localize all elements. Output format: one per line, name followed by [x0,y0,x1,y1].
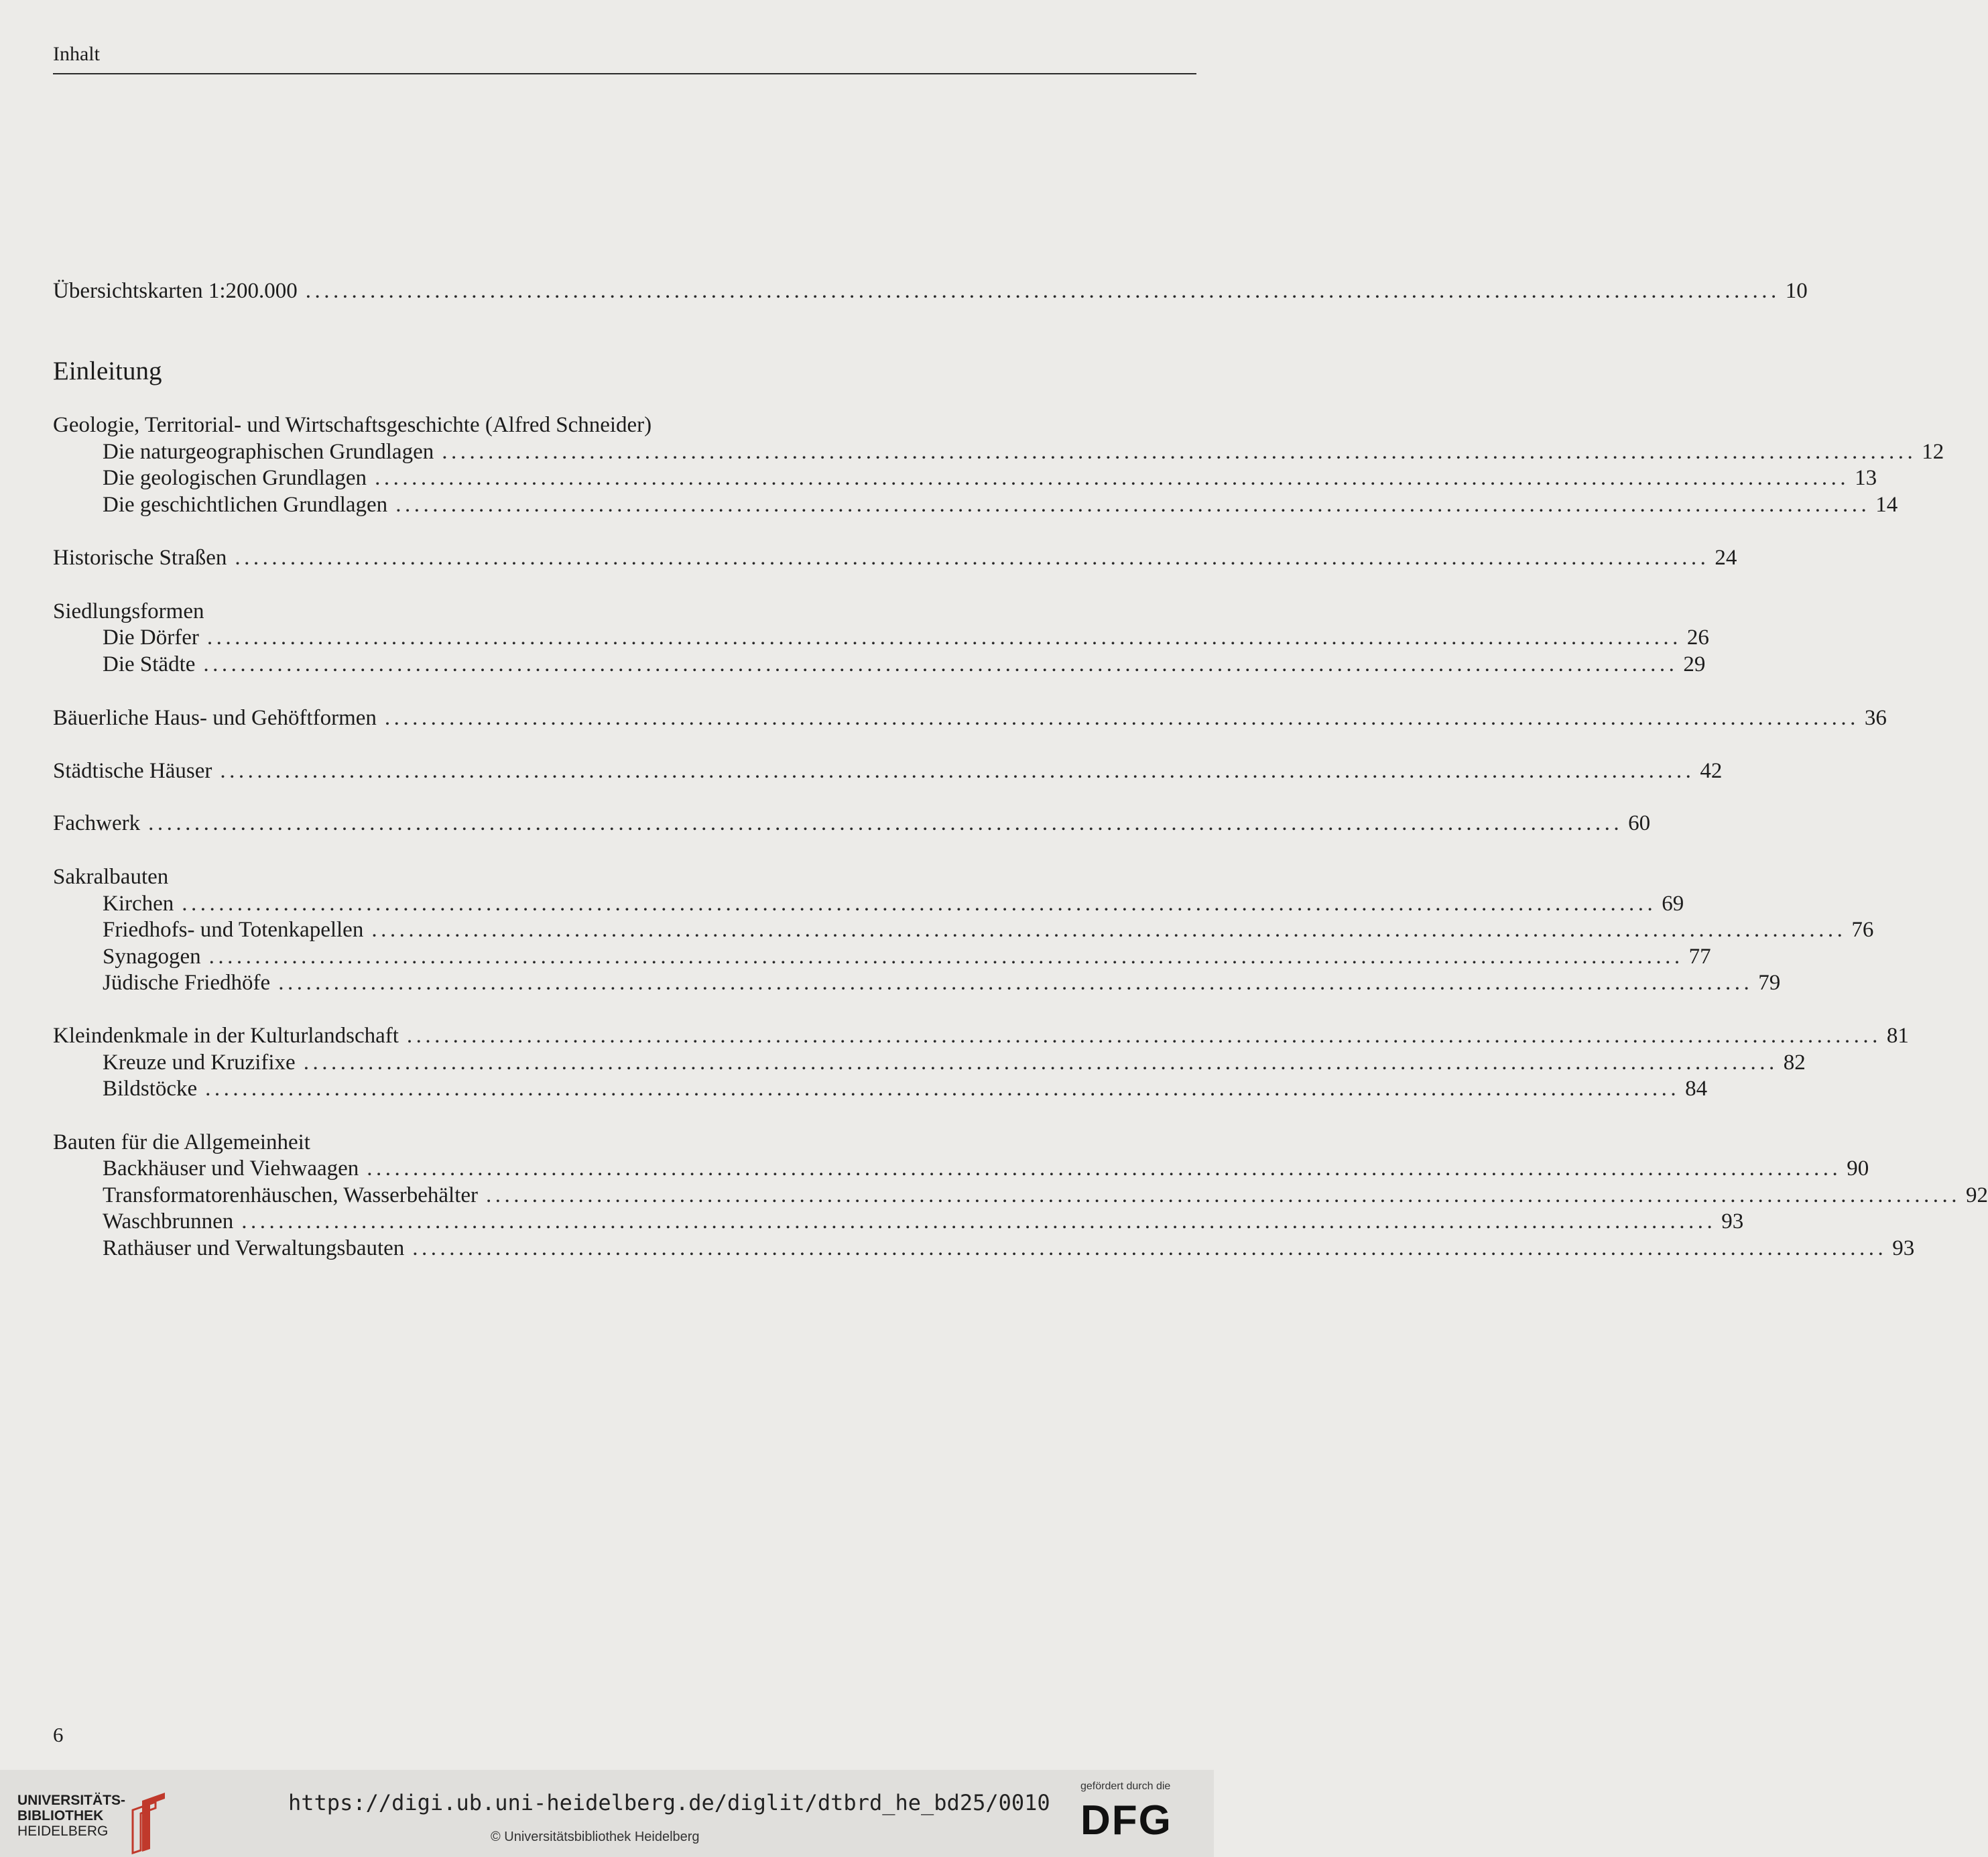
dot-leader: ................................................................................................................................................................ [395,493,1871,517]
dot-leader: ................................................................................................................................................................ [148,811,1623,835]
toc-entry-naturgeographisch[interactable] [103,438,1944,465]
toc-entry-title: Kleindenkmale in der Kulturlandschaft [53,1024,399,1048]
toc-entry-staedtische-haeuser[interactable] [53,758,1723,784]
toc-page-number: 14 [1875,493,1898,517]
library-mark-icon [123,1790,170,1854]
dot-leader: ................................................................................................................................................................ [303,1051,1778,1075]
toc-heading-sakralbauten[interactable]: Sakralbauten [53,865,169,889]
toc-entry-title: Bildstöcke [103,1077,198,1101]
dot-leader: ................................................................................................................................................................ [235,546,1710,570]
toc-page-number: 24 [1715,546,1737,570]
dot-leader: ................................................................................................................................................................ [486,1183,1961,1207]
university-library-logo[interactable] [17,1790,185,1854]
dot-leader: ................................................................................................................................................................ [205,1077,1680,1101]
toc-entry-title: Historische Straßen [53,546,227,570]
running-head: Inhalt [53,43,100,65]
toc-page-number: 29 [1683,652,1706,676]
toc-entry-rathaeuser[interactable] [103,1235,1915,1262]
toc-entry-title: Rathäuser und Verwaltungsbauten [103,1236,405,1260]
toc-entry-waschbrunnen[interactable] [103,1208,1744,1235]
toc-entry-synagogen[interactable] [103,943,1711,970]
toc-entry-kreuze[interactable] [103,1049,1806,1076]
toc-entry-title: Die Städte [103,652,196,676]
toc-entry-transformatoren[interactable] [103,1182,1988,1209]
permalink-url[interactable]: https://digi.ub.uni-heidelberg.de/diglit/dtbrd_he_bd25/0010 [288,1790,1050,1815]
toc-entry-title: Die geschichtlichen Grundlagen [103,493,388,517]
toc-entry-fachwerk[interactable] [53,810,1651,837]
toc-entry-title: Übersichtskarten 1:200.000 [53,279,298,303]
toc-heading-geologie[interactable]: Geologie, Territorial- und Wirtschaftsgeschichte (Alfred Schneider) [53,413,652,437]
toc-entry-strassen[interactable] [53,544,1737,571]
toc-page-number: 26 [1686,625,1709,650]
toc-page-number: 90 [1847,1156,1869,1181]
toc-page-number: 10 [1785,279,1808,303]
library-name-line: UNIVERSITÄTS- [17,1793,126,1808]
toc-entry-title: Backhäuser und Viehwaagen [103,1156,359,1181]
toc-heading-siedlungsformen[interactable]: Siedlungsformen [53,599,204,623]
toc-page-number: 42 [1700,759,1723,783]
dfg-logo[interactable]: DFG [1080,1797,1172,1844]
toc-page-number: 79 [1758,971,1781,995]
toc-entry-title: Friedhofs- und Totenkapellen [103,918,364,942]
toc-entry-title: Kirchen [103,892,174,916]
dot-leader: ................................................................................................................................................................ [375,466,1850,490]
toc-entry-geschichtlich[interactable] [103,491,1898,518]
header-rule [53,73,1196,74]
toc-entry-kapellen[interactable] [103,916,1874,943]
dot-leader: ................................................................................................................................................................ [206,625,1682,650]
toc-page-number: 84 [1685,1077,1708,1101]
toc-page-number: 36 [1864,706,1887,730]
funding-note: gefördert durch die [1080,1781,1171,1792]
toc-page-number: 81 [1886,1024,1909,1048]
toc-entry-hausformen[interactable] [53,705,1887,731]
toc-page-number: 69 [1662,892,1684,916]
toc-entry-bildstoecke[interactable] [103,1075,1708,1102]
toc-page-number: 76 [1851,918,1874,942]
toc-entry-kirchen[interactable] [103,890,1684,917]
dot-leader: ................................................................................................................................................................ [182,892,1657,916]
dot-leader: ................................................................................................................................................................ [367,1156,1842,1181]
dot-leader: ................................................................................................................................................................ [203,652,1678,676]
toc-entry-geologisch[interactable] [103,465,1877,491]
toc-page-number: 82 [1783,1051,1806,1075]
toc-heading-allgemeinheit[interactable]: Bauten für die Allgemeinheit [53,1130,310,1154]
toc-page-number: 13 [1855,466,1877,490]
toc-entry-title: Synagogen [103,945,201,969]
toc-page-number: 60 [1628,811,1651,835]
dot-leader: ................................................................................................................................................................ [406,1024,1881,1048]
toc-page-number: 12 [1922,440,1944,464]
dot-leader: ................................................................................................................................................................ [442,440,1917,464]
toc-entry-title: Städtische Häuser [53,759,212,783]
page-number: 6 [53,1723,64,1746]
toc-page-number: 93 [1892,1236,1915,1260]
toc-entry-doerfer[interactable] [103,624,1709,651]
dot-leader: ................................................................................................................................................................ [220,759,1695,783]
dot-leader: ................................................................................................................................................................ [371,918,1847,942]
toc-entry-overview[interactable] [53,278,1808,304]
dot-leader: ................................................................................................................................................................ [241,1209,1717,1234]
dot-leader: ................................................................................................................................................................ [208,945,1684,969]
toc-entry-kleindenkmale[interactable] [53,1022,1909,1049]
toc-entry-title: Bäuerliche Haus- und Gehöftformen [53,706,377,730]
toc-page-number: 77 [1688,945,1711,969]
toc-entry-title: Jüdische Friedhöfe [103,971,271,995]
toc-entry-title: Fachwerk [53,811,141,835]
toc-entry-title: Die Dörfer [103,625,199,650]
section-title: Einleitung [53,357,162,385]
toc-entry-staedte[interactable] [103,651,1706,678]
viewer-footer [0,1770,1214,1857]
library-name-line: BIBLIOTHEK [17,1808,104,1823]
dot-leader: ................................................................................................................................................................ [278,971,1753,995]
toc-entry-title: Transformatorenhäuschen, Wasserbehälter [103,1183,479,1207]
dot-leader: ................................................................................................................................................................ [305,279,1780,303]
toc-entry-friedhoefe[interactable] [103,969,1781,996]
toc-entry-title: Die geologischen Grundlagen [103,466,367,490]
dot-leader: ................................................................................................................................................................ [384,706,1859,730]
copyright-notice: © Universitätsbibliothek Heidelberg [491,1830,700,1844]
toc-entry-backhaeuser[interactable] [103,1155,1869,1182]
library-name [17,1793,125,1839]
toc-page-number: 93 [1721,1209,1744,1234]
toc-page-number: 92 [1966,1183,1988,1207]
toc-entry-title: Die naturgeographischen Grundlagen [103,440,434,464]
dot-leader: ................................................................................................................................................................ [412,1236,1887,1260]
toc-entry-title: Waschbrunnen [103,1209,234,1234]
toc-entry-title: Kreuze und Kruzifixe [103,1051,296,1075]
library-name-line: HEIDELBERG [17,1823,109,1839]
